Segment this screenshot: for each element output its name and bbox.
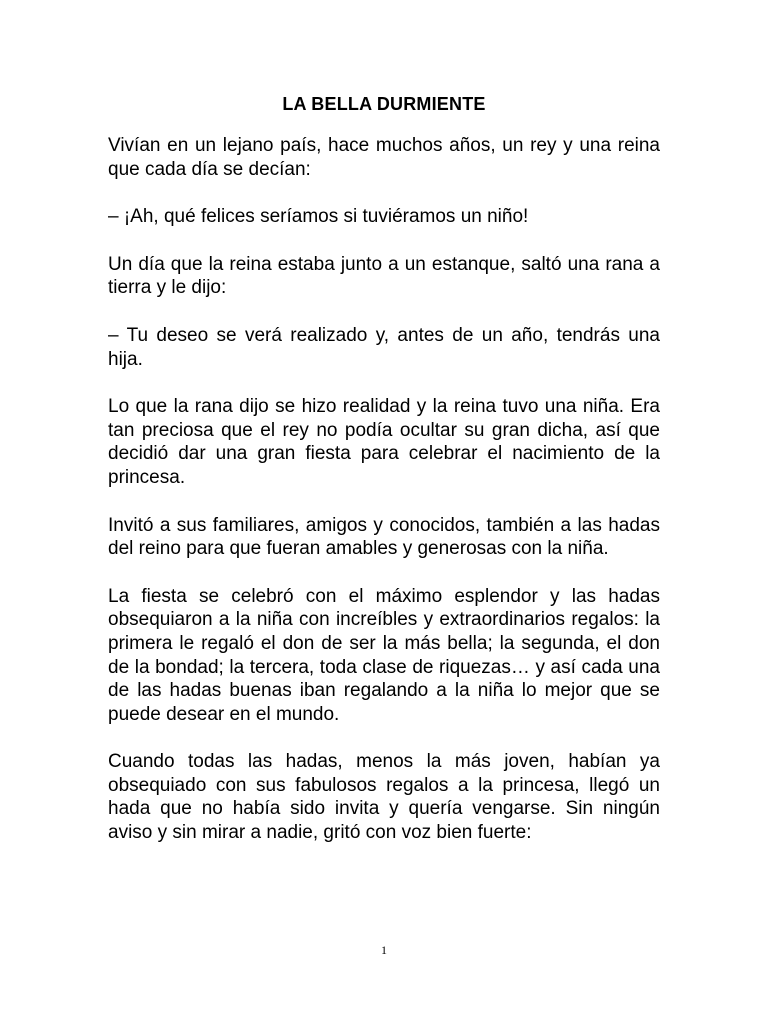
document-body [108, 92, 660, 869]
paragraph: Vivían en un lejano país, hace muchos años, un rey y una reina que cada día se decían: [108, 135, 660, 180]
document-title: LA BELLA DURMIENTE [282, 94, 486, 114]
paragraph: Cuando todas las hadas, menos la más joven, habían ya obsequiado con sus fabulosos regalos a la princesa, llegó un hada que no había sido invita y quería vengarse. Sin ningún aviso y sin mirar a nadie, gritó con voz bien fuerte: [108, 751, 660, 844]
paragraph: – ¡Ah, qué felices seríamos si tuviéramos un niño! [108, 206, 529, 228]
paragraph: Invitó a sus familiares, amigos y conocidos, también a las hadas del reino para que fueran amables y generosas con la niña. [108, 514, 660, 560]
page-number: 1 [381, 943, 387, 957]
paragraph: La fiesta se celebró con el máximo esplendor y las hadas obsequiaron a la niña con increíbles y extraordinarios regalos: la primera le regaló el don de ser la más bella; la segunda, el don de la bondad; la tercera, toda clase de riquezas… y así cada una de las hadas buenas iban regalando a la niña lo mejor que se puede desear en el mundo. [108, 585, 660, 725]
paragraph: – Tu deseo se verá realizado y, antes de un año, tendrás una hija. [108, 324, 660, 370]
paragraph: Lo que la rana dijo se hizo realidad y la reina tuvo una niña. Era tan preciosa que el rey no podía ocultar su gran dicha, así que decidió dar una gran fiesta para celebrar el nacimiento de la princesa. [108, 396, 660, 488]
paragraph: Un día que la reina estaba junto a un estanque, saltó una rana a tierra y le dijo: [108, 253, 660, 299]
